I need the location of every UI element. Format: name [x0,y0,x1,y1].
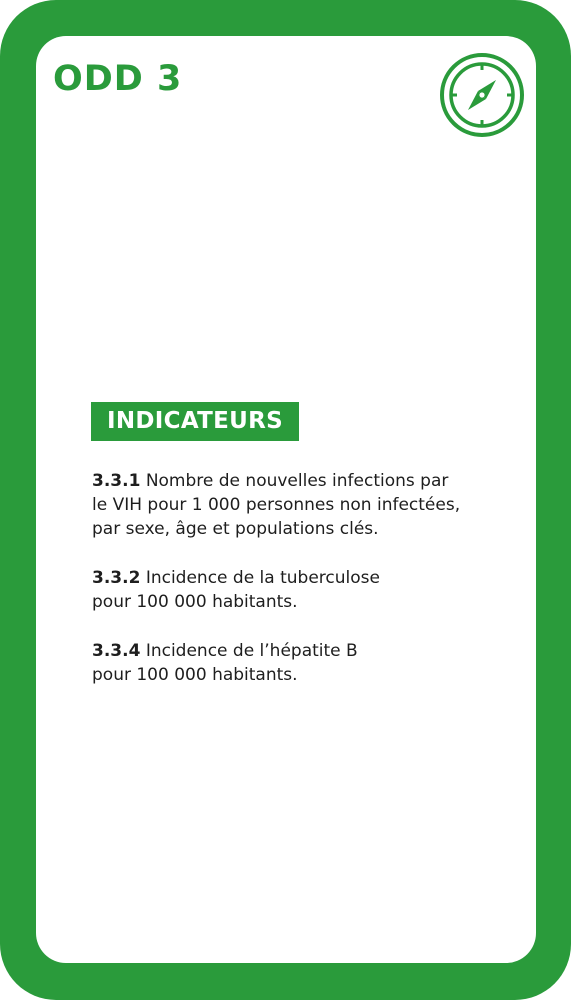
indicator-code: 3.3.1 [92,471,141,491]
indicator-text: Incidence de l’hépatite B [145,641,358,661]
indicator-text: pour 100 000 habitants. [92,665,298,685]
indicator-list [92,469,492,712]
indicator-line [92,639,492,663]
indicators-heading: INDICATEURS [91,402,299,441]
indicator-code: 3.3.4 [92,641,141,661]
indicator-text: par sexe, âge et populations clés. [92,519,379,539]
indicator-text: Incidence de la tuberculose [145,568,380,588]
indicator-line [92,469,492,493]
indicator-code: 3.3.2 [92,568,141,588]
indicator-text: Nombre de nouvelles infections par [145,471,449,491]
indicator-3-3-1 [92,469,492,541]
indicator-3-3-2 [92,566,492,614]
card-title: ODD 3 [53,59,183,99]
card-content [36,36,536,963]
indicator-text: le VIH pour 1 000 personnes non infectées, [92,495,461,515]
compass-icon [439,52,525,138]
indicator-3-3-4 [92,639,492,687]
indicator-line [92,566,492,590]
indicator-text: pour 100 000 habitants. [92,592,298,612]
